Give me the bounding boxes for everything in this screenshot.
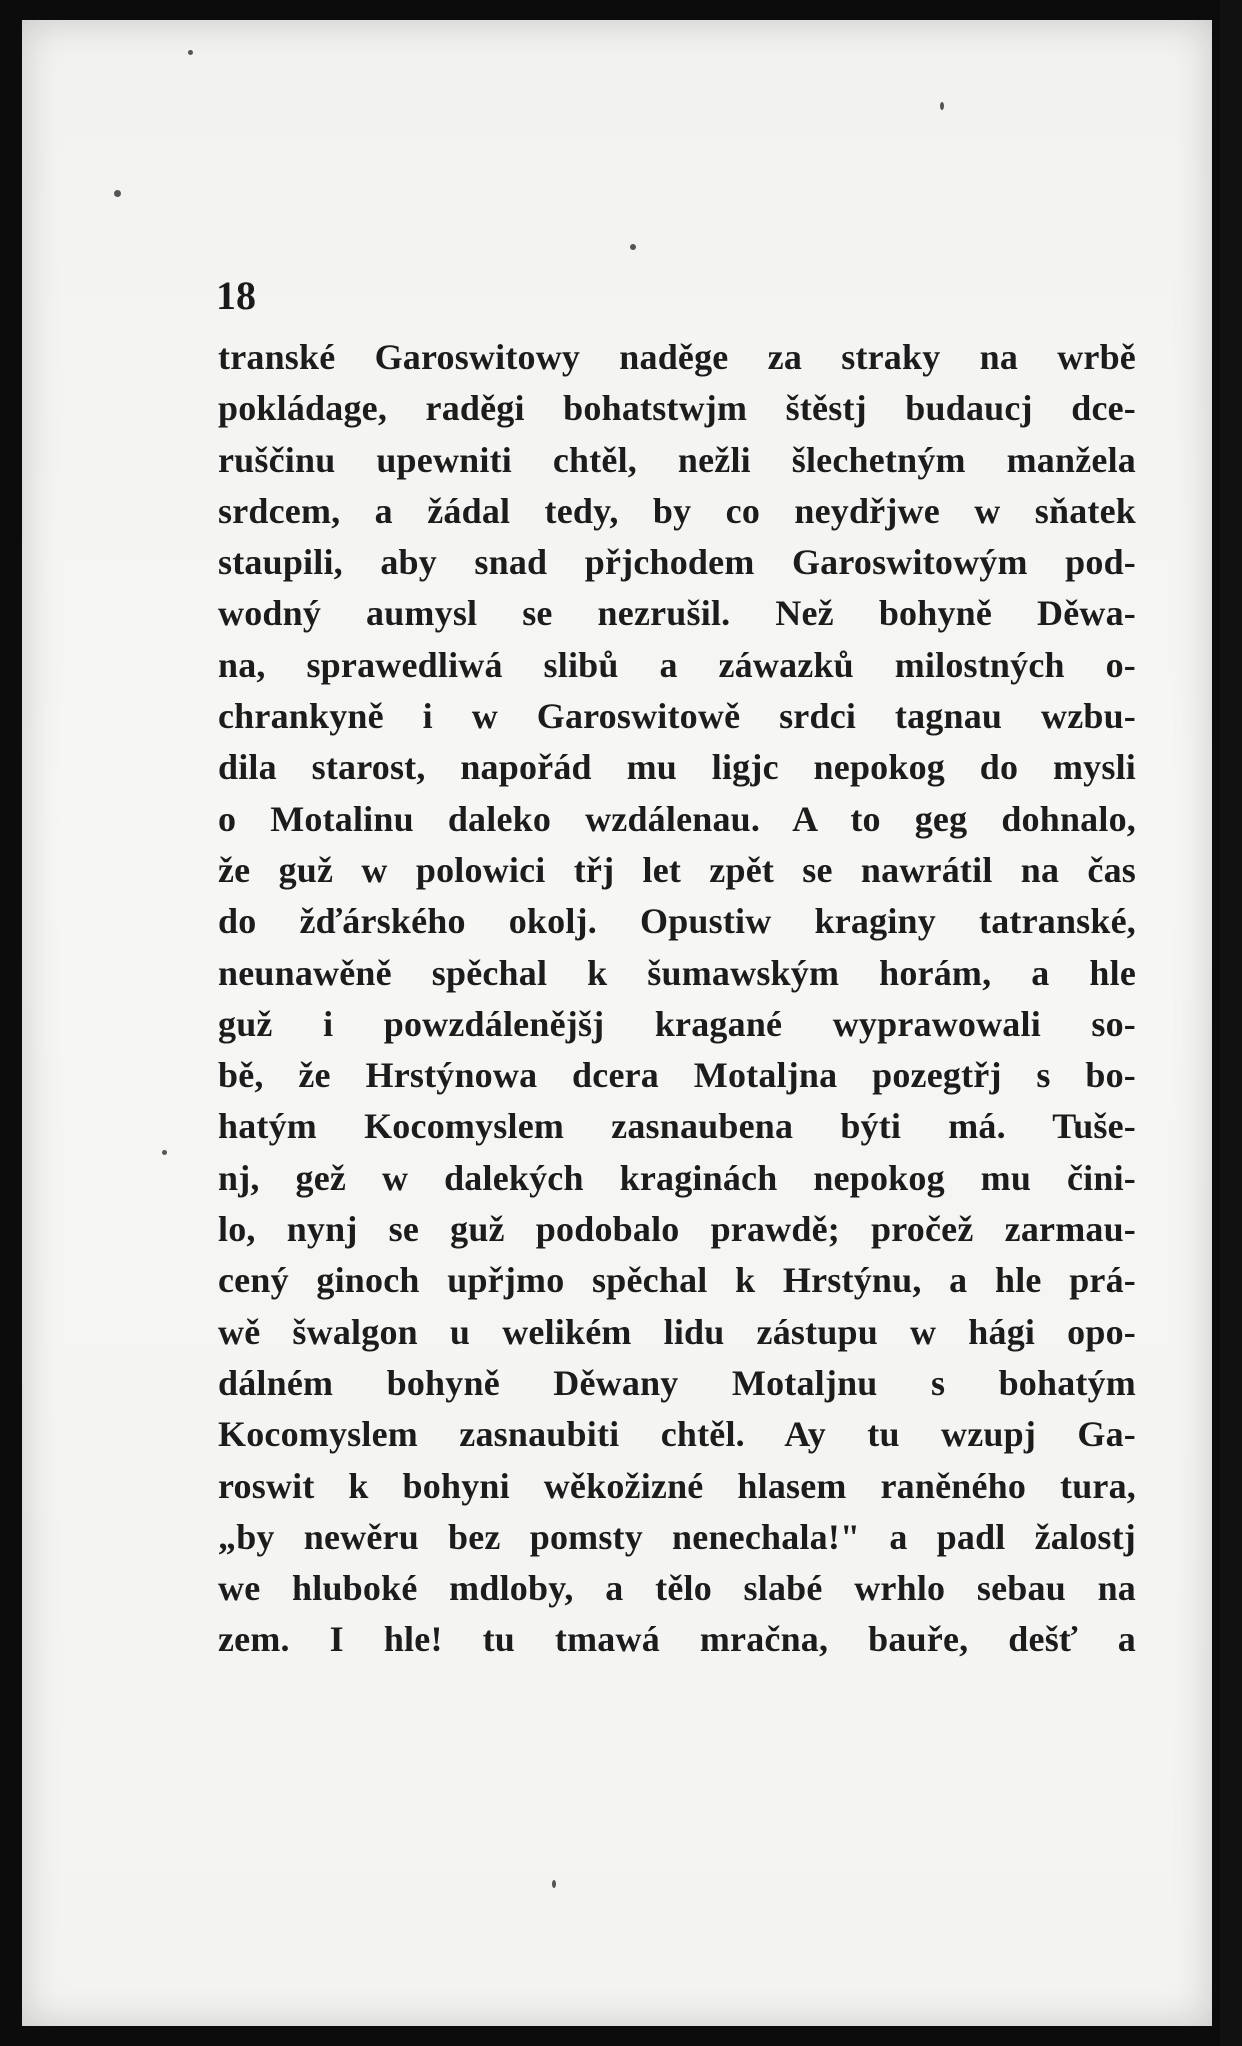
page-text [218, 332, 1136, 1666]
speck [940, 102, 944, 110]
text-line: na, sprawedliwá slibů a záwazků milostných o- [218, 644, 1136, 685]
text-line: do žďárského okolj. Opustiw kraginy tatranské, [218, 901, 1136, 942]
text-line: nj, gež w dalekých kraginách nepokog mu čini- [218, 1157, 1136, 1198]
text-line: pokládage, raděgi bohatstwjm štěstj budaucj dce- [218, 388, 1136, 429]
text-line: roswit k bohyni wěkožizné hlasem raněného tura, [218, 1465, 1136, 1506]
page-number: 18 [216, 273, 256, 318]
text-line: Kocomyslem zasnaubiti chtěl. Ay tu wzupj Ga- [218, 1414, 1136, 1455]
text-line: staupili, aby snad přjchodem Garoswitowým pod- [218, 542, 1136, 583]
text-line: zem. I hle! tu tmawá mračna, bauře, dešť a [218, 1619, 1136, 1660]
text-line: srdcem, a žádal tedy, by co neydřjwe w sňatek [218, 490, 1136, 531]
text-line: o Motalinu daleko wzdálenau. A to geg dohnalo, [218, 798, 1136, 839]
text-line: wodný aumysl se nezrušil. Než bohyně Děwa- [218, 593, 1136, 634]
text-line: lo, nynj se guž podobalo prawdě; pročež zarmau- [218, 1209, 1136, 1250]
text-line: neunawěně spěchal k šumawským horám, a hle [218, 952, 1136, 993]
text-line: chrankyně i w Garoswitowě srdci tagnau wzbu- [218, 696, 1136, 737]
speck [188, 50, 193, 55]
text-line: we hluboké mdloby, a tělo slabé wrhlo sebau na [218, 1568, 1136, 1609]
text-line: ruščinu upewniti chtěl, nežli šlechetným manžela [218, 439, 1136, 480]
text-line: dálném bohyně Děwany Motaljnu s bohatým [218, 1362, 1136, 1403]
text-line: bě, že Hrstýnowa dcera Motaljna pozegtřj s bo- [218, 1055, 1136, 1096]
text-line: cený ginoch upřjmo spěchal k Hrstýnu, a hle prá- [218, 1260, 1136, 1301]
speck [552, 1880, 556, 1888]
text-line: že guž w polowici třj let zpět se nawrátil na čas [218, 849, 1136, 890]
text-line: dila starost, napořád mu ligjc nepokog do mysli [218, 747, 1136, 788]
text-line: guž i powzdálenějšj kragané wyprawowali so- [218, 1003, 1136, 1044]
text-line: wě šwalgon u welikém lidu zástupu w hági opo- [218, 1311, 1136, 1352]
text-line: transké Garoswitowy naděge za straky na wrbě [218, 337, 1136, 377]
text-line: „by newěru bez pomsty nenechala!" a padl žalostj [218, 1516, 1136, 1557]
speck [162, 1150, 167, 1155]
text-line: hatým Kocomyslem zasnaubena býti má. Tuše- [218, 1106, 1136, 1147]
scan-right-edge [1220, 0, 1242, 2046]
speck [630, 244, 636, 250]
speck [114, 190, 121, 197]
